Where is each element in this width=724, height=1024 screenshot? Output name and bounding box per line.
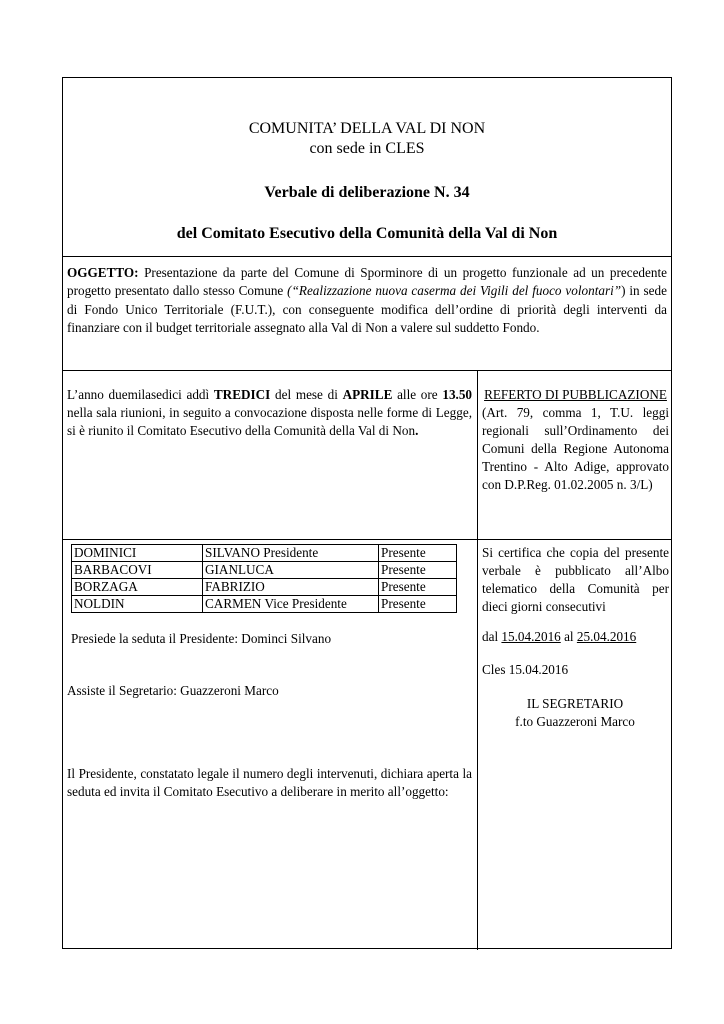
assiste-text: Assiste il Segretario: Guazzeroni Marco [67,683,279,698]
column-divider [477,370,478,950]
committee-title: del Comitato Esecutivo della Comunità della Val di Non [176,225,558,242]
intro-text: nella sala riunioni, in seguito a convocazione disposta nelle forme di Legge, si è riunito il Comitato Esecutivo della Comunità della Val di Non [67,405,472,438]
member-surname: BORZAGA [72,579,203,596]
document-frame [62,77,672,949]
member-status: Presente [379,562,457,579]
intro-text: del mese di [270,387,343,402]
verbale-title: Verbale di deliberazione N. 34 [264,184,470,201]
table-row [72,562,457,579]
dal-label: dal [482,629,502,644]
member-status: Presente [379,579,457,596]
intro-day: TREDICI [213,387,271,402]
divider-body [63,370,671,371]
intro-text: alle ore [392,387,443,402]
certificate-text: Si certifica che copia del presente verbale è pubblicato all’Albo telematico della Comunità per dieci giorni consecutivi [482,545,669,614]
publication-period [482,628,636,646]
member-surname: BARBACOVI [72,562,203,579]
table-row [72,579,457,596]
place-date: Cles 15.04.2016 [482,662,569,677]
member-status: Presente [379,596,457,613]
oggetto-text-1: Presentazione da parte del Comune di Sporminore di un progetto funzionale ad un precedente progetto presentato dallo stesso Comune [67,265,667,299]
al-label: al [560,629,577,644]
intro-paragraph [67,386,472,440]
date-from: 15.04.2016 [501,629,561,644]
org-name: COMUNITA’ DELLA VAL DI NON [248,120,486,137]
member-surname: DOMINICI [72,545,203,562]
oggetto-label: OGGETTO: [67,265,139,280]
member-name: SILVANO Presidente [203,545,379,562]
members-table [71,544,457,613]
table-row [72,596,457,613]
divider-members [63,539,671,540]
closing-paragraph: Il Presidente, constatato legale il numero degli intervenuti, dichiara aperta la seduta ed invita il Comitato Esecutivo a deliberare in merito all’oggetto: [67,766,472,799]
signer-name: f.to Guazzeroni Marco [515,714,635,729]
intro-period: . [415,423,419,438]
member-surname: NOLDIN [72,596,203,613]
intro-text: L’anno duemilasedici addì [67,387,214,402]
oggetto-section [67,264,667,337]
oggetto-text-italic: (“Realizzazione nuova caserma dei Vigili del fuoco volontari” [287,283,622,299]
date-to: 25.04.2016 [576,629,637,644]
oggetto-text-2: ) in sede di Fondo Unico Territoriale (F.U.T.), con conseguente modifica dell’ordine di priorità degli interventi da finanziare con il budget territoriale assegnato alla Val di Non a valere sul suddetto Fondo. [67,283,667,335]
member-status: Presente [379,545,457,562]
referto-section [482,386,669,494]
referto-text: (Art. 79, comma 1, T.U. leggi regionali sull’Ordinamento dei Comuni della Regione Autonoma Trentino - Alto Adige, approvato con D.P.Reg. 01.02.2005 n. 3/L) [482,405,669,492]
intro-month: APRILE [342,387,393,402]
referto-title: REFERTO DI PUBBLICAZIONE [484,387,667,402]
signer-title: IL SEGRETARIO [526,696,624,711]
presiede-text: Presiede la seduta il Presidente: Dominci Silvano [71,631,332,646]
divider-oggetto [63,256,671,257]
intro-time: 13.50 [442,387,473,402]
member-name: CARMEN Vice Presidente [203,596,379,613]
member-name: GIANLUCA [203,562,379,579]
table-row [72,545,457,562]
member-name: FABRIZIO [203,579,379,596]
org-seat: con sede in CLES [309,140,425,157]
